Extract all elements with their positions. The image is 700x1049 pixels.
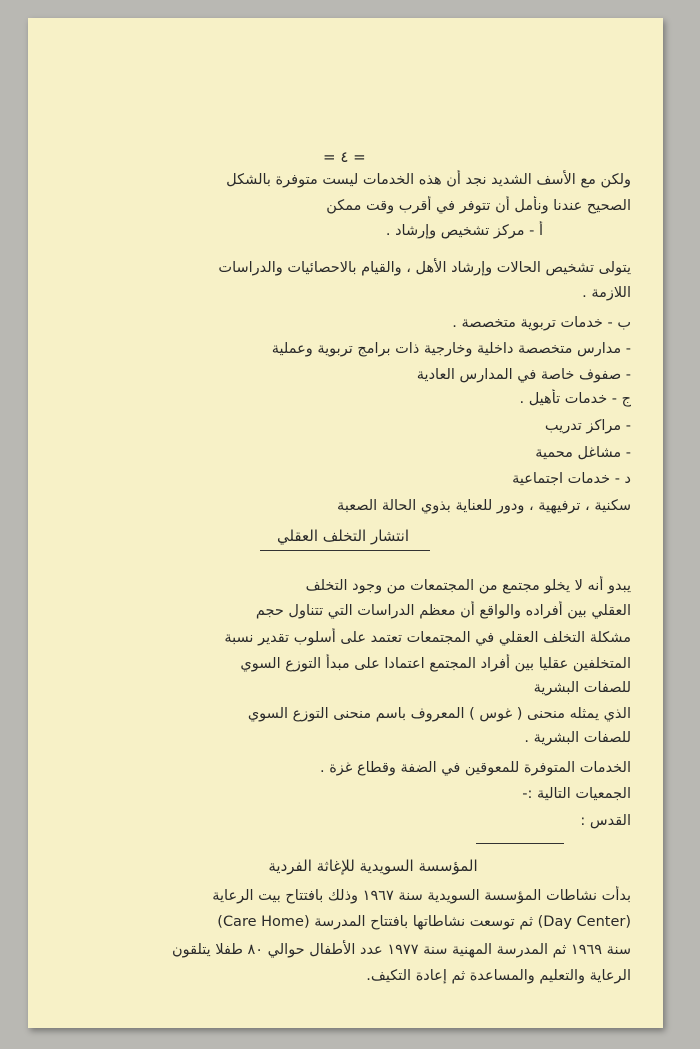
list-item: د - خدمات اجتماعية: [512, 471, 631, 487]
paragraph-line: القدس :: [580, 813, 631, 829]
paragraph-line: مشكلة التخلف العقلي في المجتمعات تعتمد على أسلوب تقدير نسبة: [224, 630, 631, 646]
list-item: - مشاغل محمية: [535, 445, 631, 461]
paragraph-line: الذي يمثله منحنى ( غوس ) المعروف باسم منحنى التوزع السوي: [247, 706, 631, 722]
page-number: = ٤ =: [323, 148, 366, 166]
section-divider: [476, 843, 564, 844]
paragraph-line: الخدمات المتوفرة للمعوقين في الضفة وقطاع غزة .: [319, 760, 631, 776]
list-item: - مراكز تدريب: [544, 418, 631, 434]
paragraph-line: الرعاية والتعليم والمساعدة ثم إعادة التكيف.: [366, 968, 631, 984]
section-title: انتشار التخلف العقلي: [276, 527, 410, 545]
list-item: سكنية ، ترفيهية ، ودور للعناية بذوي الحالة الصعبة: [337, 498, 631, 514]
list-item: ب - خدمات تربوية متخصصة .: [452, 315, 631, 331]
list-item: أ - مركز تشخيص وإرشاد .: [385, 223, 543, 239]
list-item: اللازمة .: [582, 285, 631, 301]
list-item: يتولى تشخيص الحالات وإرشاد الأهل ، والقيام بالاحصائيات والدراسات: [218, 260, 631, 276]
paragraph-line: للصفات البشرية .: [524, 730, 631, 746]
paragraph-line: سنة ١٩٦٩ ثم المدرسة المهنية سنة ١٩٧٧ عدد الأطفال حوالي ٨٠ طفلا يتلقون: [172, 942, 631, 958]
paragraph-line: للصفات البشرية: [533, 680, 631, 696]
list-item: ج - خدمات تأهيل .: [519, 391, 631, 407]
intro-line: ولكن مع الأسف الشديد نجد أن هذه الخدمات ليست متوفرة بالشكل: [226, 172, 631, 188]
list-item: - صفوف خاصة في المدارس العادية: [416, 367, 631, 383]
list-item: - مدارس متخصصة داخلية وخارجية ذات برامج تربوية وعملية: [271, 341, 631, 357]
section-title: المؤسسة السويدية للإغاثة الفردية: [268, 857, 478, 875]
paragraph-line: بدأت نشاطات المؤسسة السويدية سنة ١٩٦٧ وذلك بافتتاح بيت الرعاية: [212, 888, 631, 904]
paragraph-line: المتخلفين عقليا بين أفراد المجتمع اعتمادا على مبدأ التوزع السوي: [240, 656, 631, 672]
paragraph-line: (Day Center) ثم توسعت نشاطاتها بافتتاح المدرسة (Care Home): [217, 914, 631, 930]
intro-line: الصحيح عندنا ونأمل أن تتوفر في أقرب وقت ممكن: [326, 198, 631, 214]
document-page: [28, 18, 663, 1028]
paragraph-line: الجمعيات التالية :-: [522, 786, 631, 802]
paragraph-line: العقلي بين أفراده والواقع أن معظم الدراسات التي تتناول حجم: [255, 603, 631, 619]
title-underline: [260, 550, 430, 551]
paragraph-line: يبدو أنه لا يخلو مجتمع من المجتمعات من وجود التخلف: [305, 578, 631, 594]
